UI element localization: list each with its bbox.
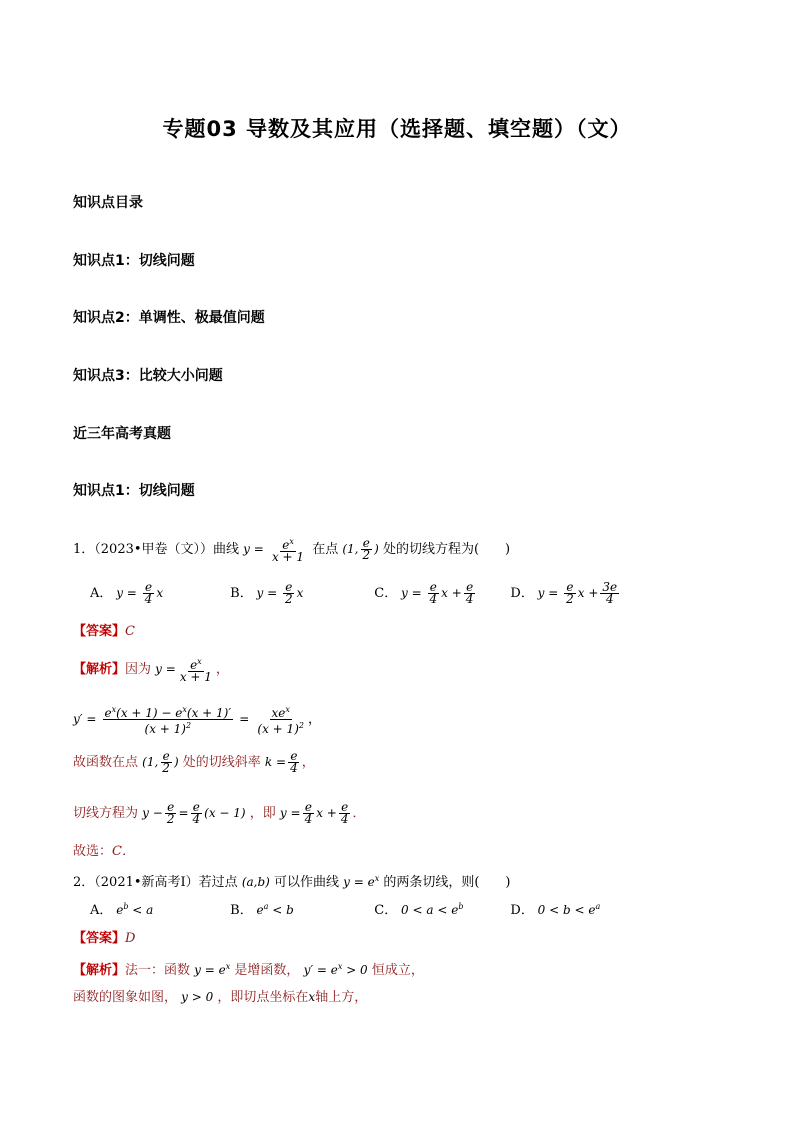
q2-analysis-1: 【解析】法一：函数 $y = e^x$ 是增函数， $y' = e^x > 0$ 恒成立， xyxy=(73,962,424,978)
q1-analysis-3: 故函数在点 (1, $\frac{e}{2}$ ) 处的切线斜率 k = $\frac{e}{4}$ ， xyxy=(73,749,315,775)
page-title: 专题03 导数及其应用（选择题、填空题）（文） xyxy=(162,117,632,141)
q2-option-a: A． $e^b < a$ xyxy=(90,902,154,918)
q1-derivative: y′ = $\frac{e^x(x + 1) - e^x(x + 1)'}{(x + 1)^2}$ = $\frac{xe^x}{(x + 1)^2}$ ， xyxy=(73,705,321,736)
toc-item-1: 知识点1：切线问题 xyxy=(73,253,195,269)
q1-analysis-1: 【解析】因为 y = $\frac{e^x}{x + 1}$ ， xyxy=(73,657,229,684)
q2-analysis-2: 函数的图象如图， y > 0 ，即切点坐标在x轴上方， xyxy=(73,990,368,1005)
q1-conclusion: 故选：C． xyxy=(73,844,135,859)
formula: y = xyxy=(243,542,264,556)
q1-option-a: A． y = $\frac{e}{4}$ x xyxy=(90,580,164,606)
section-1-heading: 知识点1：切线问题 xyxy=(73,483,195,499)
q1-option-d: D． y = $\frac{e}{2}$ x + $\frac{3e}{4}$ xyxy=(510,580,618,606)
fraction: $\frac{e^x}{x + 1}$ xyxy=(271,537,305,564)
q2-answer: 【答案】D xyxy=(73,931,136,946)
toc-header: 知识点目录 xyxy=(73,195,143,211)
toc-recent: 近三年高考真题 xyxy=(73,426,171,442)
toc-item-2: 知识点2：单调性、极最值问题 xyxy=(73,310,265,326)
q1-options xyxy=(90,582,621,605)
q1-stem: 1．（2023•甲卷（文））曲线 y = $\frac{e^x}{x + 1}$ 在点 (1, $\frac{e}{2}$ ) 处的切线方程为( ) xyxy=(73,536,511,564)
toc-item-3: 知识点3：比较大小问题 xyxy=(73,368,223,384)
q2-option-c: C． $0 < a < e^b$ xyxy=(374,902,464,918)
q1-analysis-4: 切线方程为 y − $\frac{e}{2}$ = $\frac{e}{4}$ (x − 1) ，即 y = $\frac{e}{4}$ x + $\frac{e}{4}$ ． xyxy=(73,800,366,826)
q2-option-d: D． $0 < b < e^a$ xyxy=(510,902,601,918)
q2-stem: 2．（2021•新高考Ⅰ）若过点 (a,b) 可以作曲线 $y = e^x$ 的两条切线，则( ) xyxy=(73,874,511,890)
q1-option-c: C． y = $\frac{e}{4}$ x + $\frac{e}{4}$ xyxy=(374,580,474,606)
q2-options xyxy=(90,899,600,918)
q1-answer: 【答案】C xyxy=(73,624,135,639)
q1-option-b: B． y = $\frac{e}{2}$ x xyxy=(230,580,304,606)
q2-option-b: B． $e^a < b$ xyxy=(230,902,294,918)
